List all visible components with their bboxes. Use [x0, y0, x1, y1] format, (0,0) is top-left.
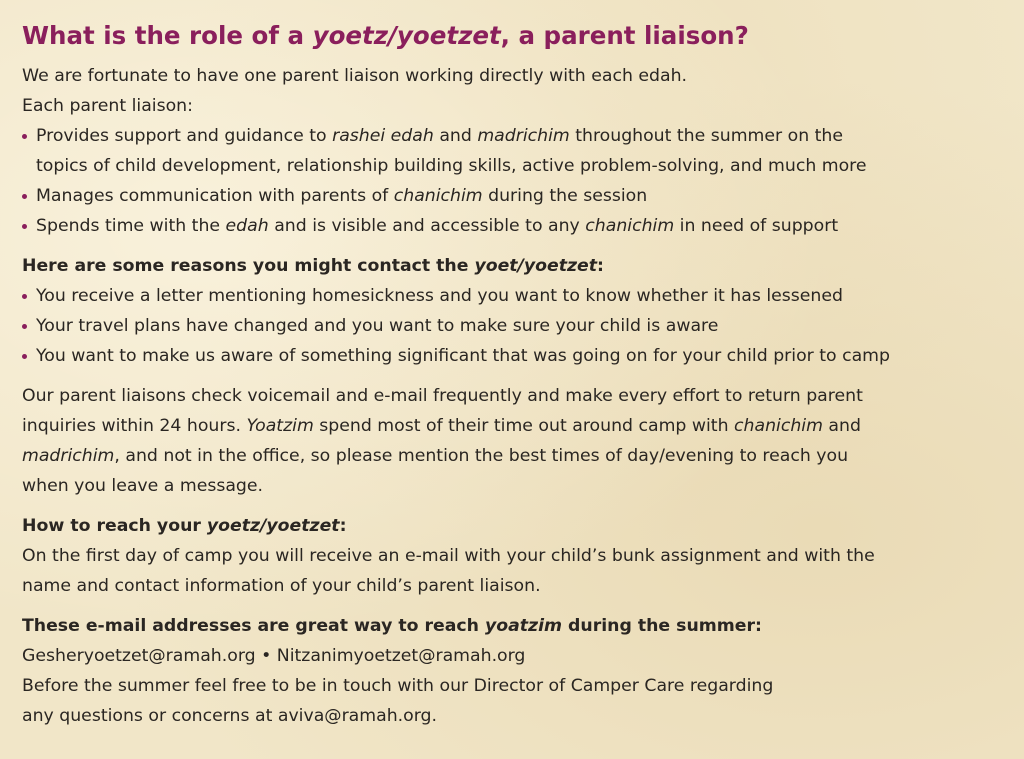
- emails-line-3: any questions or concerns at aviva@ramah.org.: [22, 706, 437, 726]
- reasons-heading: Here are some reasons you might contact the yoet/yoetzet:: [22, 256, 604, 276]
- list-item: Provides support and guidance to rashei edah and madrichim throughout the summer on the topics of child development, relationship building skills, active problem-solving, and much more: [22, 121, 1012, 181]
- emails-line-2: Before the summer feel free to be in touch with our Director of Camper Care regarding: [22, 676, 774, 696]
- intro-line-1: We are fortunate to have one parent liaison working directly with each edah.: [22, 66, 688, 86]
- reach-line-2: name and contact information of your child’s parent liaison.: [22, 576, 541, 596]
- reasons-list: [22, 281, 1012, 371]
- list-item: You receive a letter mentioning homesickness and you want to know whether it has lessened: [22, 281, 1012, 311]
- list-item: Your travel plans have changed and you want to make sure your child is aware: [22, 311, 1012, 341]
- emails-heading: These e-mail addresses are great way to reach yoatzim during the summer:: [22, 616, 762, 636]
- list-item: Manages communication with parents of chanichim during the session: [22, 181, 1012, 211]
- title-term: yoetz/yoetzet: [312, 21, 501, 50]
- roles-list: [22, 121, 1012, 241]
- page-title: What is the role of a yoetz/yoetzet, a parent liaison?: [22, 21, 749, 50]
- list-item: You want to make us aware of something significant that was going on for your child prior to camp: [22, 341, 1012, 371]
- email-addresses: Gesheryoetzet@ramah.org • Nitzanimyoetzet@ramah.org: [22, 646, 526, 666]
- flyer-content: [22, 20, 1012, 731]
- reach-heading: How to reach your yoetz/yoetzet:: [22, 516, 347, 536]
- check-paragraph: Our parent liaisons check voicemail and e-mail frequently and make every effort to return parent inquiries within 24 hours. Yoatzim spend most of their time out around camp with chanichim and madrichim, and not in the office, so please mention the best times of day/evening to reach you when you leave a message.: [22, 386, 863, 496]
- reach-line-1: On the first day of camp you will receive an e-mail with your child’s bunk assignment and with the: [22, 546, 875, 566]
- intro-line-2: Each parent liaison:: [22, 96, 193, 116]
- list-item: Spends time with the edah and is visible and accessible to any chanichim in need of support: [22, 211, 1012, 241]
